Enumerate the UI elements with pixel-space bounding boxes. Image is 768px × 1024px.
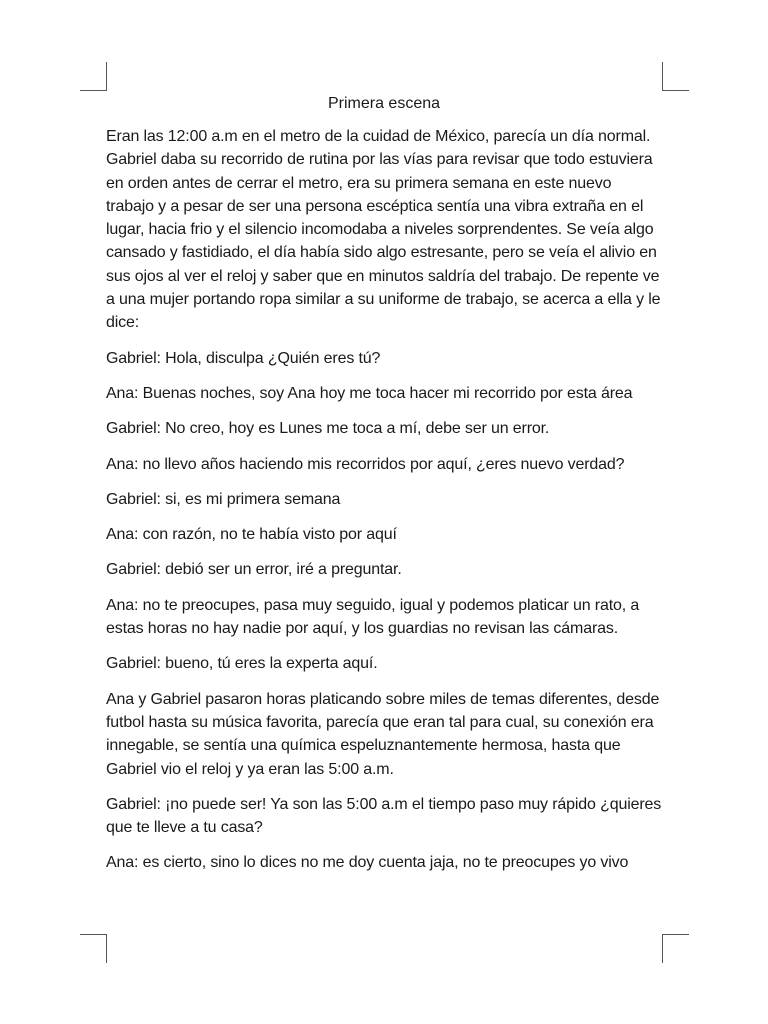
paragraph: Ana: con razón, no te había visto por aquí (106, 526, 397, 544)
page-title: Primera escena (327, 95, 441, 112)
paragraph: Gabriel: bueno, tú eres la experta aquí. (106, 655, 378, 673)
crop-mark-top-right (662, 62, 689, 91)
paragraph: Ana: Buenas noches, soy Ana hoy me toca hacer mi recorrido por esta área (106, 384, 633, 402)
paragraph: Gabriel: Hola, disculpa ¿Quién eres tú? (106, 349, 381, 367)
crop-mark-top-left (80, 62, 107, 91)
paragraph: Gabriel: No creo, hoy es Lunes me toca a mí, debe ser un error. (106, 420, 550, 438)
paragraph: Gabriel: debió ser un error, iré a preguntar. (106, 561, 402, 579)
paragraph: Ana: no te preocupes, pasa muy seguido, igual y podemos platicar un rato, a estas horas no hay nadie por aquí, y los guardias no revisan las cámaras. (106, 596, 640, 638)
paragraph: Gabriel: ¡no puede ser! Ya son las 5:00 a.m el tiempo paso muy rápido ¿quieres que te lleve a tu casa? (106, 795, 662, 837)
paragraph: Eran las 12:00 a.m en el metro de la cuidad de México, parecía un día normal. Gabriel daba su recorrido de rutina por las vías para revisar que todo estuviera en orden antes de cerrar el metro, era su primera semana en este nuevo trabajo y a pesar de ser una persona escéptica sentía una vibra extraña en el lugar, hacia frio y el silencio incomodaba a niveles sorprendentes. Se veía algo cansado y fastidiado, el día había sido algo estresante, pero se veía el alivio en sus ojos al ver el reloj y saber que en minutos saldría del trabajo. De repente ve a una mujer portando ropa similar a su uniforme de trabajo, se acerca a ella y le dice: (106, 128, 661, 332)
paragraph: Gabriel: si, es mi primera semana (106, 490, 341, 508)
crop-mark-bottom-right (662, 934, 689, 963)
paragraph: Ana: es cierto, sino lo dices no me doy cuenta jaja, no te preocupes yo vivo (106, 854, 629, 872)
crop-mark-bottom-left (80, 934, 107, 963)
paragraph: Ana y Gabriel pasaron horas platicando sobre miles de temas diferentes, desde futbol hasta su música favorita, parecía que eran tal para cual, su conexión era innegable, se sentía una química espeluznantemente hermosa, hasta que Gabriel vio el reloj y ya eran las 5:00 a.m. (106, 690, 660, 778)
paragraph: Ana: no llevo años haciendo mis recorridos por aquí, ¿eres nuevo verdad? (106, 455, 625, 473)
page-content (106, 93, 662, 914)
